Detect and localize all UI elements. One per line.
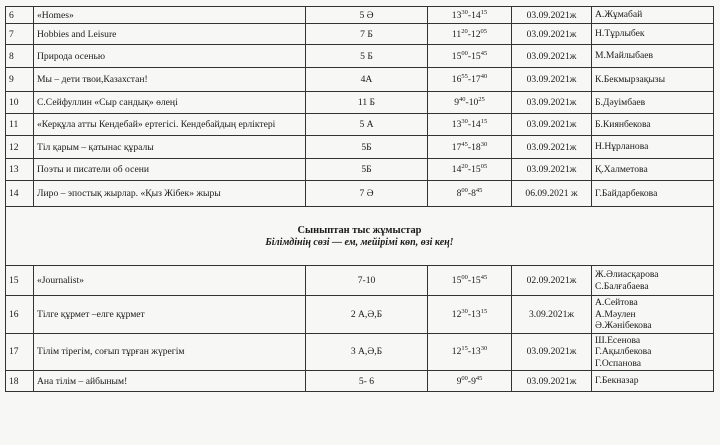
table-row <box>6 7 714 24</box>
time-cell: $17^{45}-18^{30}$ <box>428 136 512 159</box>
time-start-minutes: 30 <box>461 8 468 16</box>
time-start-hour: 9 <box>454 97 459 108</box>
lesson-title: «Homes» <box>37 9 74 21</box>
lesson-title: С.Сейфуллин «Сыр сандық» өлеңі <box>37 97 178 108</box>
row-number: 10 <box>9 97 19 108</box>
lesson-title-cell <box>34 7 306 24</box>
teacher-name: М.Майлыбаев <box>595 50 654 62</box>
teacher-name: Б.Дәуімбаев <box>595 96 646 108</box>
time-end-hour: 18 <box>471 141 481 153</box>
date-cell <box>512 68 592 92</box>
date-cell <box>512 371 592 392</box>
schedule-table <box>5 6 714 392</box>
lesson-title-cell <box>34 114 306 136</box>
time-cell: $15^{00}-15^{45}$ <box>428 266 512 296</box>
teacher-name: Б.Киянбекова <box>595 118 651 130</box>
time-end-minutes: 25 <box>478 96 485 103</box>
table-row <box>6 114 714 136</box>
grade-label: 7 Ә <box>359 188 374 199</box>
table-row <box>6 68 714 92</box>
grade-cell <box>306 371 428 392</box>
time-cell: $8^{00}-8^{45}$ <box>428 181 512 207</box>
grade-cell <box>306 296 428 334</box>
date-cell <box>512 45 592 68</box>
teacher-cell <box>592 68 714 92</box>
lesson-date: 03.09.2021ж <box>526 74 577 85</box>
time-end-hour: 15 <box>471 275 481 286</box>
time-end-minutes: 40 <box>480 73 488 80</box>
time-cell: $13^{30}-14^{15}$ <box>428 114 512 136</box>
table-row <box>6 296 714 334</box>
row-number: 8 <box>9 50 14 62</box>
time-start-hour: 15 <box>451 275 462 286</box>
grade-cell <box>306 136 428 159</box>
time-start-hour: 13 <box>451 119 462 130</box>
time-start-hour: 9 <box>456 375 462 387</box>
row-number-cell <box>6 7 34 24</box>
section-title: Сыныптан тыс жұмыстар <box>297 224 422 236</box>
teacher-cell <box>592 45 714 68</box>
teacher-name: А.Мәулен <box>595 308 636 320</box>
lesson-title: «Journalist» <box>37 275 84 286</box>
grade-label: 7 Б <box>360 28 373 40</box>
lesson-title-cell <box>34 371 306 392</box>
lesson-title-cell <box>34 296 306 334</box>
grade-label: 2 А,Ә,Б <box>350 308 383 320</box>
lesson-title-cell <box>34 45 306 68</box>
grade-cell <box>306 45 428 68</box>
row-number-cell <box>6 136 34 159</box>
time-end-minutes: 05 <box>480 163 488 170</box>
lesson-title-cell <box>34 266 306 296</box>
lesson-title: Поэты и писатели об осени <box>37 164 149 175</box>
section-header-row <box>6 207 714 266</box>
time-cell: $13^{30}-14^{15}$ <box>428 7 512 24</box>
table-row <box>6 266 714 296</box>
time-start-hour: 16 <box>451 74 462 85</box>
teacher-name: Ш.Есенова <box>595 334 641 346</box>
row-number-cell <box>6 371 34 392</box>
row-number: 13 <box>9 164 19 175</box>
time-start-minutes: 30 <box>461 118 468 125</box>
time-start-minutes: 45 <box>461 140 468 148</box>
lesson-date: 3.09.2021ж <box>528 308 574 320</box>
grade-label: 5 Ә <box>359 9 374 21</box>
time-start-hour: 14 <box>451 164 462 175</box>
section-header-cell <box>6 207 714 266</box>
teacher-name: Н.Тұрлыбек <box>595 28 645 40</box>
lesson-title-cell <box>34 181 306 207</box>
lesson-date: 03.09.2021ж <box>526 28 577 40</box>
row-number-cell <box>6 114 34 136</box>
teacher-name: К.Бекмырзақызы <box>595 73 666 85</box>
teacher-cell <box>592 7 714 24</box>
teacher-cell <box>592 296 714 334</box>
date-cell <box>512 92 592 114</box>
table-row <box>6 24 714 45</box>
table-row <box>6 333 714 371</box>
row-number: 16 <box>9 308 19 320</box>
date-cell <box>512 333 592 371</box>
lesson-date: 03.09.2021ж <box>526 375 577 387</box>
time-end-hour: 14 <box>471 9 481 21</box>
lesson-date: 06.09.2021 ж <box>525 188 578 199</box>
teacher-cell <box>592 114 714 136</box>
teacher-cell <box>592 92 714 114</box>
time-start-minutes: 00 <box>461 49 468 57</box>
time-cell: $16^{55}-17^{40}$ <box>428 68 512 92</box>
grade-cell <box>306 266 428 296</box>
time-start-hour: 12 <box>451 346 462 358</box>
date-cell <box>512 7 592 24</box>
teacher-name: Н.Нұрланова <box>595 141 649 153</box>
date-cell <box>512 159 592 181</box>
table-row <box>6 136 714 159</box>
date-cell <box>512 24 592 45</box>
grade-cell <box>306 7 428 24</box>
time-end-minutes: 45 <box>480 49 488 57</box>
time-start-minutes: 15 <box>461 345 468 353</box>
time-cell: $14^{20}-15^{05}$ <box>428 159 512 181</box>
lesson-title: Природа осенью <box>37 50 106 62</box>
time-end-hour: 17 <box>471 74 481 85</box>
time-cell: $9^{00}-9^{45}$ <box>428 371 512 392</box>
grade-label: 5Б <box>361 164 372 175</box>
time-start-hour: 13 <box>451 9 462 21</box>
teacher-name: Қ.Халметова <box>595 163 648 175</box>
lesson-date: 03.09.2021ж <box>526 9 577 21</box>
time-end-hour: 13 <box>471 346 481 358</box>
time-end-minutes: 45 <box>475 374 483 382</box>
grade-label: 5 А <box>359 119 374 130</box>
row-number-cell <box>6 333 34 371</box>
time-start-minutes: 40 <box>459 96 466 103</box>
row-number: 14 <box>9 188 19 199</box>
grade-cell <box>306 114 428 136</box>
time-cell: $12^{15}-13^{30}$ <box>428 333 512 371</box>
row-number-cell <box>6 159 34 181</box>
teacher-cell <box>592 181 714 207</box>
date-cell <box>512 114 592 136</box>
lesson-title-cell <box>34 159 306 181</box>
grade-label: 3 А,Ә,Б <box>350 346 383 358</box>
time-end-hour: 12 <box>470 28 481 40</box>
row-number-cell <box>6 181 34 207</box>
teacher-cell <box>592 136 714 159</box>
time-end-hour: 9 <box>471 375 476 387</box>
row-number: 18 <box>9 375 19 387</box>
time-end-minutes: 45 <box>475 187 483 194</box>
grade-cell <box>306 181 428 207</box>
time-cell: $12^{30}-13^{15}$ <box>428 296 512 334</box>
row-number-cell <box>6 266 34 296</box>
time-start-minutes: 55 <box>461 73 468 80</box>
teacher-cell <box>592 159 714 181</box>
lesson-title: Ана тілім – айбыным! <box>37 375 128 387</box>
table-row <box>6 92 714 114</box>
time-start-minutes: 00 <box>461 187 468 194</box>
lesson-title: Тілге құрмет –елге құрмет <box>37 308 145 320</box>
time-end-minutes: 45 <box>480 274 488 281</box>
lesson-title-cell <box>34 68 306 92</box>
teacher-cell <box>592 266 714 296</box>
teacher-cell <box>592 333 714 371</box>
date-cell <box>512 136 592 159</box>
lesson-title-cell <box>34 24 306 45</box>
time-end-hour: 13 <box>471 308 481 320</box>
teacher-name: Г.Байдарбекова <box>595 187 658 199</box>
time-end-minutes: 05 <box>480 27 488 35</box>
time-end-hour: 10 <box>468 97 479 108</box>
lesson-date: 03.09.2021ж <box>526 141 577 153</box>
lesson-date: 03.09.2021ж <box>526 50 577 62</box>
grade-label: 7-10 <box>357 275 376 286</box>
time-end-hour: 15 <box>471 50 481 62</box>
section-subtitle: Білімдінің сөзі — ем, мейірімі көп, өзі кең! <box>265 236 454 248</box>
lesson-title: «Керқұла атты Кендебай» ертегісі. Кендебайдың ерліктері <box>37 119 276 130</box>
date-cell <box>512 266 592 296</box>
row-number-cell <box>6 92 34 114</box>
grade-label: 5- 6 <box>358 375 375 387</box>
teacher-name: А.Жұмабай <box>595 9 643 21</box>
teacher-name: А.Сейтова <box>595 297 638 308</box>
time-end-hour: 8 <box>471 188 476 199</box>
grade-label: 11 Б <box>357 97 376 108</box>
time-start-hour: 12 <box>451 308 462 320</box>
lesson-title: Hobbies and Leisure <box>37 28 117 40</box>
teacher-name: Г.Бекназар <box>595 375 639 387</box>
table-row <box>6 45 714 68</box>
lesson-title-cell <box>34 92 306 114</box>
teacher-cell <box>592 24 714 45</box>
time-end-hour: 14 <box>471 119 481 130</box>
time-end-hour: 15 <box>471 164 481 175</box>
lesson-date: 03.09.2021ж <box>526 97 577 108</box>
grade-cell <box>306 24 428 45</box>
lesson-title: Тілім тірегім, соғып тұрған жүрегім <box>37 346 185 358</box>
time-start-hour: 8 <box>456 188 462 199</box>
teacher-name: Г.Оспанова <box>595 357 642 369</box>
lesson-title-cell <box>34 136 306 159</box>
grade-label: 5 Б <box>360 50 373 62</box>
row-number: 9 <box>9 74 14 85</box>
lesson-date: 03.09.2021ж <box>526 346 577 358</box>
grade-cell <box>306 68 428 92</box>
lesson-title: Мы – дети твои,Казахстан! <box>37 74 148 85</box>
lesson-title: Лиро – эпостық жырлар. «Қыз Жібек» жыры <box>37 188 221 199</box>
teacher-name: Ә.Жәнібекова <box>595 320 652 331</box>
row-number-cell <box>6 45 34 68</box>
time-cell: $15^{00}-15^{45}$ <box>428 45 512 68</box>
time-end-minutes: 30 <box>480 140 488 148</box>
lesson-title-cell <box>34 333 306 371</box>
time-start-minutes: 30 <box>461 307 468 315</box>
row-number: 15 <box>9 275 19 286</box>
lesson-date: 03.09.2021ж <box>526 164 577 175</box>
row-number: 11 <box>9 119 19 130</box>
grade-cell <box>306 92 428 114</box>
time-start-minutes: 00 <box>461 274 468 281</box>
teacher-name: С.Балғабаева <box>595 280 649 292</box>
time-cell: $9^{40}-10^{25}$ <box>428 92 512 114</box>
time-start-hour: 11 <box>451 28 462 40</box>
time-end-minutes: 15 <box>480 118 488 125</box>
table-row <box>6 181 714 207</box>
time-start-hour: 17 <box>451 141 462 153</box>
row-number-cell <box>6 68 34 92</box>
row-number-cell <box>6 296 34 334</box>
time-cell: $11^{20}-12^{05}$ <box>428 24 512 45</box>
row-number: 6 <box>9 9 14 21</box>
time-start-minutes: 20 <box>461 27 468 35</box>
grade-label: 4А <box>360 74 373 85</box>
row-number: 12 <box>9 141 19 153</box>
table-row <box>6 371 714 392</box>
lesson-date: 02.09.2021ж <box>526 275 577 286</box>
time-end-minutes: 30 <box>480 345 488 353</box>
time-end-minutes: 15 <box>480 307 488 315</box>
grade-cell <box>306 333 428 371</box>
table-row <box>6 159 714 181</box>
row-number: 17 <box>9 346 19 358</box>
date-cell <box>512 181 592 207</box>
grade-label: 5Б <box>361 141 372 153</box>
teacher-name: Ж.Әлиасқарова <box>595 269 659 280</box>
time-start-hour: 15 <box>451 50 462 62</box>
row-number-cell <box>6 24 34 45</box>
time-start-minutes: 20 <box>461 163 468 170</box>
row-number: 7 <box>9 28 14 40</box>
teacher-name: Г.Ақылбекова <box>595 346 652 357</box>
lesson-date: 03.09.2021ж <box>526 119 577 130</box>
lesson-title: Тіл қарым – қатынас құралы <box>37 141 154 153</box>
time-start-minutes: 00 <box>461 374 468 382</box>
time-end-minutes: 15 <box>480 8 488 16</box>
date-cell <box>512 296 592 334</box>
teacher-cell <box>592 371 714 392</box>
grade-cell <box>306 159 428 181</box>
